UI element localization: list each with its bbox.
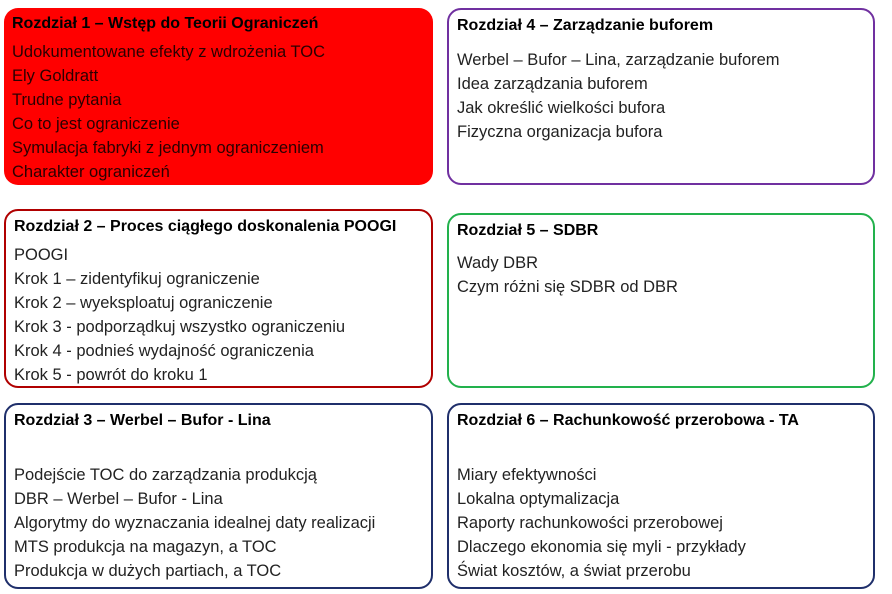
- chapter-1-items: [12, 40, 425, 184]
- list-item: Lokalna optymalizacja: [457, 490, 620, 508]
- chapter-3-items: [14, 463, 423, 583]
- list-item: Krok 5 - powrót do kroku 1: [14, 366, 208, 384]
- list-item: Krok 2 – wyeksploatuj ograniczenie: [14, 294, 273, 312]
- list-item: Raporty rachunkowości przerobowej: [457, 514, 723, 532]
- list-item: Podejście TOC do zarządzania produkcją: [14, 466, 317, 484]
- list-item: Produkcja w dużych partiach, a TOC: [14, 562, 282, 580]
- list-item: Algorytmy do wyznaczania idealnej daty realizacji: [14, 514, 376, 532]
- list-item: Świat kosztów, a świat przerobu: [457, 562, 691, 580]
- chapter-5-items: [457, 251, 865, 299]
- list-item: Wady DBR: [457, 254, 538, 272]
- chapter-4-title: Rozdział 4 – Zarządzanie buforem: [457, 17, 714, 34]
- list-item: Krok 1 – zidentyfikuj ograniczenie: [14, 270, 260, 288]
- list-item: Idea zarządzania buforem: [457, 75, 648, 93]
- chapter-2-box: [4, 209, 433, 388]
- chapter-5-title: Rozdział 5 – SDBR: [457, 222, 599, 239]
- chapter-1-box: [4, 8, 433, 185]
- list-item: Werbel – Bufor – Lina, zarządzanie buforem: [457, 51, 780, 69]
- chapter-3-title: Rozdział 3 – Werbel – Bufor - Lina: [14, 412, 271, 429]
- list-item: Fizyczna organizacja bufora: [457, 123, 663, 141]
- chapter-2-title: Rozdział 2 – Proces ciągłego doskonalenia POOGI: [14, 218, 397, 235]
- list-item: Symulacja fabryki z jednym ograniczeniem: [12, 139, 324, 157]
- chapter-6-box: [447, 403, 875, 589]
- list-item: DBR – Werbel – Bufor - Lina: [14, 490, 223, 508]
- list-item: Czym różni się SDBR od DBR: [457, 278, 678, 296]
- list-item: Miary efektywności: [457, 466, 597, 484]
- chapter-6-items: [457, 463, 865, 583]
- chapter-1-title: Rozdział 1 – Wstęp do Teorii Ograniczeń: [12, 15, 319, 32]
- list-item: Co to jest ograniczenie: [12, 115, 180, 133]
- list-item: Jak określić wielkości bufora: [457, 99, 666, 117]
- list-item: Udokumentowane efekty z wdrożenia TOC: [12, 43, 326, 61]
- list-item: Krok 3 - podporządkuj wszystko ograniczeniu: [14, 318, 346, 336]
- chapter-4-box: [447, 8, 875, 185]
- chapter-6-title: Rozdział 6 – Rachunkowość przerobowa - TA: [457, 412, 799, 429]
- chapter-5-box: [447, 213, 875, 388]
- list-item: Ely Goldratt: [12, 67, 99, 85]
- list-item: Krok 4 - podnieś wydajność ograniczenia: [14, 342, 314, 360]
- list-item: POOGI: [14, 246, 69, 264]
- list-item: Trudne pytania: [12, 91, 122, 109]
- list-item: MTS produkcja na magazyn, a TOC: [14, 538, 277, 556]
- chapter-2-items: [14, 243, 423, 387]
- list-item: Dlaczego ekonomia się myli - przykłady: [457, 538, 746, 556]
- list-item: Charakter ograniczeń: [12, 163, 170, 181]
- chapter-4-items: [457, 48, 865, 144]
- chapter-3-box: [4, 403, 433, 589]
